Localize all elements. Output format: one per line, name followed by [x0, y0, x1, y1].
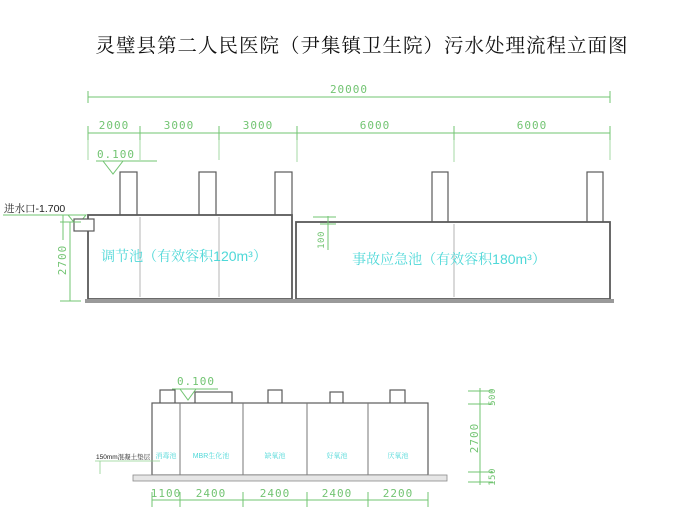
- overall-dim-text: 20000: [329, 83, 369, 96]
- drawing-title: 灵璧县第二人民医院（尹集镇卫生院）污水处理流程立面图: [95, 36, 629, 57]
- segment-dim-0: 2000: [98, 119, 130, 132]
- compartment-label-3: 好氧池: [326, 453, 348, 460]
- bottom-elevation: [95, 375, 498, 507]
- level-triangle-icon: [180, 389, 196, 400]
- wall-offset-dim-text: 100: [317, 231, 327, 249]
- compartment-label-4: 厌氧池: [387, 453, 409, 460]
- segment-dimensions: [88, 119, 610, 162]
- right-dim-bottom: 150: [488, 468, 498, 486]
- tank-height-dimension: [56, 222, 81, 301]
- segment-dim-2: 3000: [242, 119, 274, 132]
- segment-dim-1: 3000: [163, 119, 195, 132]
- inlet-label-text: 进水口-1.700: [4, 203, 66, 215]
- right-dim-middle: 2700: [468, 422, 481, 454]
- emergency-tank-label: 事故应急池（有效容积180m³）: [352, 251, 546, 267]
- compartment-label-1: MBR生化池: [192, 453, 230, 460]
- right-dim-top: 500: [488, 388, 498, 406]
- width-dim-1: 2400: [195, 487, 227, 500]
- top-elevation: [3, 83, 614, 301]
- concrete-slab: [133, 475, 447, 481]
- top-level-text: 0.100: [96, 148, 136, 161]
- compartment-label-2: 缺氧池: [264, 453, 286, 460]
- equipment-tank-stubs: [160, 390, 405, 404]
- bottom-level-text: 0.100: [176, 375, 216, 388]
- segment-dim-3: 6000: [359, 119, 391, 132]
- equipment-tank: [152, 403, 428, 475]
- bottom-width-dimensions: [151, 487, 428, 507]
- width-dim-0: 1100: [150, 487, 182, 500]
- right-height-dimensions: [468, 388, 498, 486]
- overall-dimension: [88, 83, 610, 103]
- width-dim-2: 2400: [259, 487, 291, 500]
- tank-height-dim-text: 2700: [56, 244, 69, 276]
- inlet-pipe-stub: [74, 219, 94, 231]
- compartment-label-0: 消毒池: [155, 453, 177, 460]
- regulation-tank: [74, 215, 292, 299]
- segment-dim-4: 6000: [516, 119, 548, 132]
- regulation-tank-label: 调节池（有效容积120m³）: [101, 248, 267, 264]
- emergency-tank: [296, 222, 610, 299]
- width-dim-4: 2200: [382, 487, 414, 500]
- slab-note-text: 150mm混凝土垫层: [96, 454, 151, 461]
- slab-note: [95, 452, 160, 474]
- width-dim-3: 2400: [321, 487, 353, 500]
- top-level-marker: [96, 148, 157, 174]
